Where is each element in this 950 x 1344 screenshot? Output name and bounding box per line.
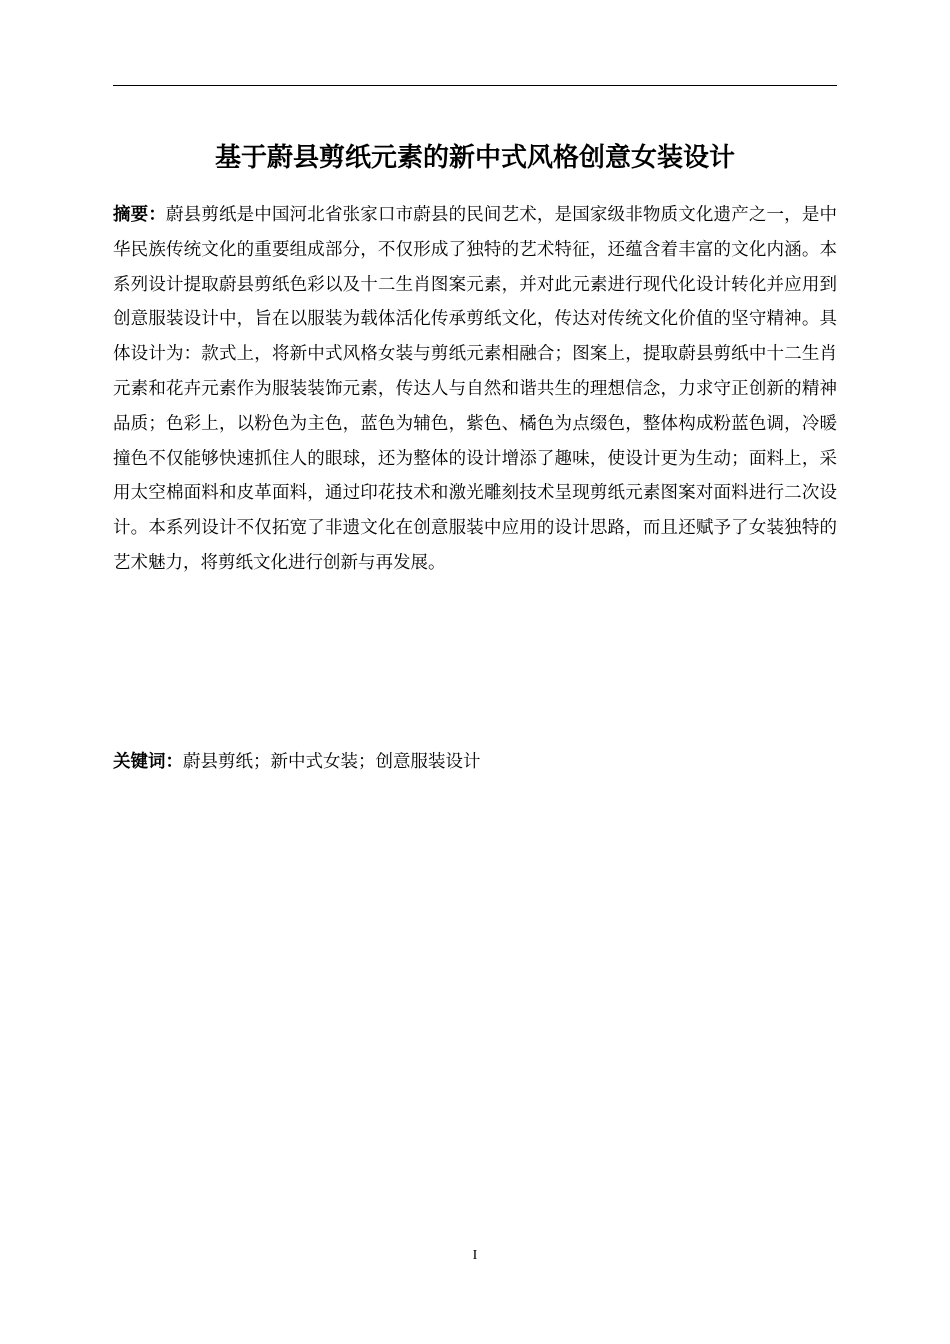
abstract-paragraph bbox=[113, 198, 837, 581]
abstract-text: 蔚县剪纸是中国河北省张家口市蔚县的民间艺术，是国家级非物质文化遗产之一，是中华民族传统文化的重要组成部分，不仅形成了独特的艺术特征，还蕴含着丰富的文化内涵。本系列设计提取蔚县剪纸色彩以及十二生肖图案元素，并对此元素进行现代化设计转化并应用到创意服装设计中，旨在以服装为载体活化传承剪纸文化，传达对传统文化价值的坚守精神。具体设计为：款式上，将新中式风格女装与剪纸元素相融合；图案上，提取蔚县剪纸中十二生肖元素和花卉元素作为服装装饰元素，传达人与自然和谐共生的理想信念，力求守正创新的精神品质；色彩上，以粉色为主色，蓝色为辅色，紫色、橘色为点缀色，整体构成粉蓝色调，冷暖撞色不仅能够快速抓住人的眼球，还为整体的设计增添了趣味，使设计更为生动；面料上，采用太空棉面料和皮革面料，通过印花技术和激光雕刻技术呈现剪纸元素图案对面料进行二次设计。本系列设计不仅拓宽了非遗文化在创意服装中应用的设计思路，而且还赋予了女装独特的艺术魅力，将剪纸文化进行创新与再发展。 bbox=[113, 205, 838, 573]
keywords-label: 关键词： bbox=[113, 752, 183, 772]
keywords-text: 蔚县剪纸；新中式女装；创意服装设计 bbox=[183, 752, 481, 772]
paper-title: 基于蔚县剪纸元素的新中式风格创意女装设计 bbox=[214, 143, 735, 173]
page-number: I bbox=[472, 1248, 478, 1263]
keywords-line bbox=[113, 745, 837, 779]
abstract-label: 摘要： bbox=[113, 205, 166, 225]
header-rule bbox=[113, 85, 837, 86]
